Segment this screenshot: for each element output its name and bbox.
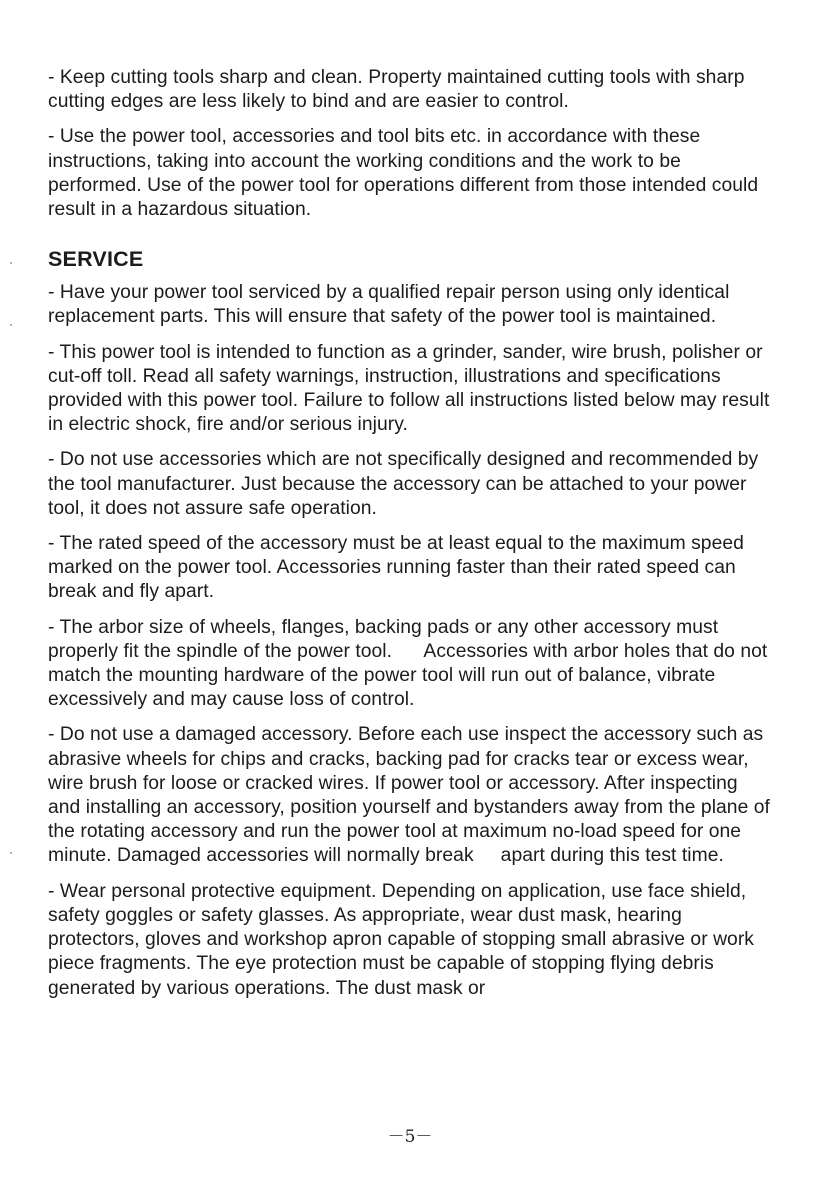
section-heading-service: SERVICE bbox=[48, 247, 144, 272]
scan-speck bbox=[10, 324, 12, 326]
paragraph-keep-tools-sharp: - Keep cutting tools sharp and clean. Property maintained cutting tools with sharp cutting edges are less likely to bind and are easier to control. bbox=[48, 67, 745, 113]
paragraph-rated-speed: - The rated speed of the accessory must be at least equal to the maximum speed marked on the power tool. Accessories running faster than their rated speed can break and fly apart. bbox=[48, 533, 744, 603]
scan-speck bbox=[10, 852, 12, 854]
paragraph-damaged-accessory: - Do not use a damaged accessory. Before each use inspect the accessory such as abrasive wheels for chips and cracks, backing pad for cracks tear or excess wear, wire brush for loose or cracked wires. If power tool or accessory. After inspecting and installing an accessory, position yourself and bystanders away from the plane of the rotating accessory and run the power tool at maximum no-load speed for one minute. Damaged accessories will normally break apart during this test time. bbox=[48, 724, 776, 867]
paragraph-intended-function: - This power tool is intended to function as a grinder, sander, wire brush, polisher or cut-off toll. Read all safety warnings, instruction, illustrations and specifications provided with this power tool. Failure to follow all instructions listed below may result in electric shock, fire and/or serious injury. bbox=[48, 341, 770, 436]
paragraph-service: - Have your power tool serviced by a qualified repair person using only identical replacement parts. This will ensure that safety of the power tool is maintained. bbox=[48, 282, 730, 328]
paragraph-arbor-size: - The arbor size of wheels, flanges, backing pads or any other accessory must properly fit the spindle of the power tool. Accessories with arbor holes that do not match the mounting hardware of the power tool will run out of balance, vibrate excessively and may cause loss of control. bbox=[48, 616, 773, 711]
document-body bbox=[48, 66, 776, 1012]
paragraph-accessories-not-designed: - Do not use accessories which are not specifically designed and recommended by the tool manufacturer. Just because the accessory can be attached to your power tool, it does not assure safe operation. bbox=[48, 449, 759, 519]
scan-speck bbox=[10, 262, 12, 264]
page-number: －5－ bbox=[387, 1127, 433, 1147]
paragraph-use-power-tool: - Use the power tool, accessories and tool bits etc. in accordance with these instructions, taking into account the working conditions and the work to be performed. Use of the power tool for operations different from those intended could result in a hazardous situation. bbox=[48, 126, 759, 221]
paragraph-protective-equipment: - Wear personal protective equipment. Depending on application, use face shield, safety goggles or safety glasses. As appropriate, wear dust mask, hearing protectors, gloves and workshop apron capable of stopping small abrasive or work piece fragments. The eye protection must be capable of stopping flying debris generated by various operations. The dust mask or bbox=[48, 880, 754, 999]
